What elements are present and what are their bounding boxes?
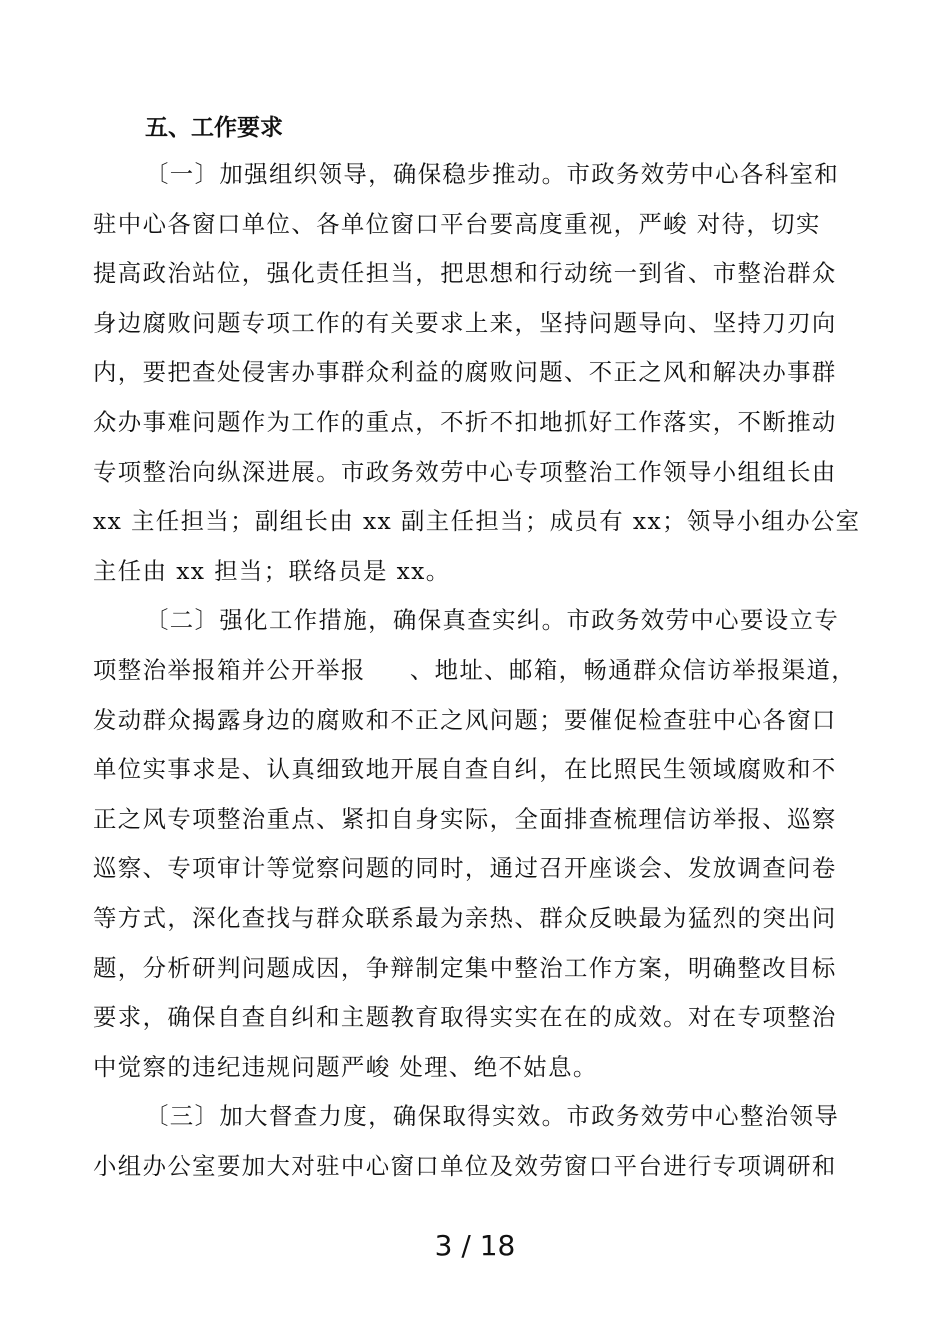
paragraph-2-line-10: 中觉察的违纪违规问题严峻 处理、绝不姑息。: [93, 1052, 598, 1081]
paragraph-2-line-7: 等方式，深化查找与群众联系最为亲热、群众反映最为猛烈的突出问: [93, 903, 837, 932]
paragraph-3-line-2: 小组办公室要加大对驻中心窗口单位及效劳窗口平台进行专项调研和: [93, 1151, 837, 1180]
paragraph-2-line-8: 题，分析研判问题成因，争辩制定集中整治工作方案，明确整改目标: [93, 953, 837, 982]
paragraph-1-line-8: xx 主任担当；副组长由 xx 副主任担当；成员有 xx；领导小组办公室: [93, 507, 861, 536]
paragraph-2-line-1: 〔二〕强化工作措施，确保真查实纠。市政务效劳中心要设立专: [145, 606, 840, 635]
paragraph-2-line-6: 巡察、专项审计等觉察问题的同时，通过召开座谈会、发放调查问卷: [93, 854, 837, 883]
page-number: 3 / 18: [434, 1229, 516, 1262]
paragraph-1-line-6: 众办事难问题作为工作的重点，不折不扣地抓好工作落实，不断推动: [93, 407, 837, 436]
document-body: [93, 150, 863, 1191]
paragraph-2-line-3: 发动群众揭露身边的腐败和不正之风问题；要催促检查驻中心各窗口: [93, 705, 837, 734]
paragraph-1-line-9: 主任由 xx 担当；联络员是 xx。: [93, 556, 451, 585]
paragraph-2-line-9: 要求，确保自查自纠和主题教育取得实实在在的成效。对在专项整治: [93, 1003, 837, 1032]
paragraph-3-line-1: 〔三〕加大督查力度，确保取得实效。市政务效劳中心整治领导: [145, 1102, 840, 1131]
paragraph-2-line-5: 正之风专项整治重点、紧扣自身实际，全面排查梳理信访举报、巡察: [93, 804, 837, 833]
paragraph-1-line-2: 驻中心各窗口单位、各单位窗口平台要高度重视，严峻 对待，切实: [93, 209, 821, 238]
paragraph-1-line-1: 〔一〕加强组织领导，确保稳步推动。市政务效劳中心各科室和: [145, 160, 840, 188]
paragraph-1-line-5: 内，要把查处侵害办事群众利益的腐败问题、不正之风和解决办事群: [93, 358, 837, 387]
paragraph-1-line-4: 身边腐败问题专项工作的有关要求上来，坚持问题导向、坚持刀刃向: [93, 308, 837, 337]
paragraph-2-line-4: 单位实事求是、认真细致地开展自查自纠，在比照民生领域腐败和不: [93, 755, 837, 784]
paragraph-2-line-2: 项整治举报箱并公开举报 、地址、邮箱，畅通群众信访举报渠道，: [93, 655, 857, 684]
paragraph-1-line-3: 提高政治站位，强化责任担当，把思想和行动统一到省、市整治群众: [93, 259, 837, 288]
paragraph-1-line-7: 专项整治向纵深进展。市政务效劳中心专项整治工作领导小组组长由: [93, 457, 837, 486]
section-heading: 五、工作要求: [145, 115, 283, 141]
